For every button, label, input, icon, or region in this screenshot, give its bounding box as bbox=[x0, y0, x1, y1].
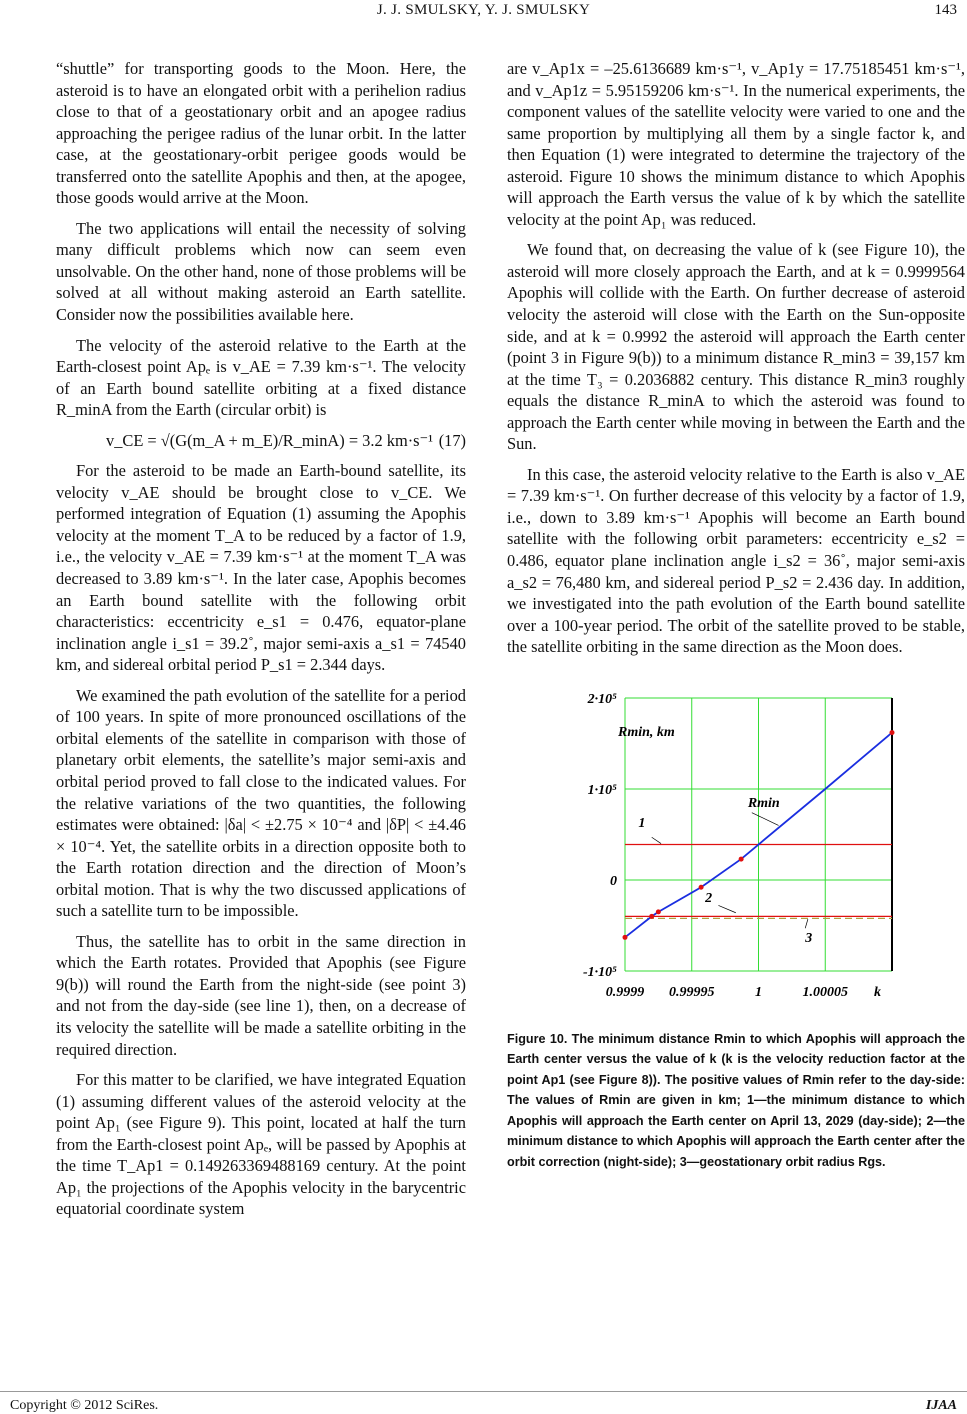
data-point bbox=[649, 914, 654, 919]
data-point bbox=[623, 935, 628, 940]
figure-caption: Figure 10. The minimum distance Rmin to which Apophis will approach the Earth center versus the value of k (k is the velocity reduction factor at the point Ap1 (see Figure 8)). The positive values of Rmin refer to the day-side: The values of Rmin are given in km; 1—the minimum distance to which Apophis will approach the Earth center on April 13, 2029 (day-side); 2—the minimum distance to which Apophis will approach the Earth center after the orbit correction (night-side); 3—geostationary orbit radius Rgs. bbox=[507, 1031, 965, 1169]
y-axis-label: Rmin, km bbox=[618, 724, 675, 740]
leader-line bbox=[805, 919, 808, 928]
curve-label: Rmin bbox=[747, 795, 780, 811]
line-label-2: 2 bbox=[705, 890, 713, 906]
data-point bbox=[739, 856, 744, 861]
data-point bbox=[699, 885, 704, 890]
paragraph: For this matter to be clarified, we have integrated Equation (1) assuming different values of the asteroid velocity at the point Ap₁ (see Figure 9). This point, located at half the turn from the Earth-closest point Apₑ, will be passed by Apophis at the time T_Ap1 = 0.149263369488169 century. At the point Ap₁ the projections of the Apophis velocity in the barycentric equatorial coordinate system bbox=[56, 1070, 466, 1219]
x-tick-label: 1.00005 bbox=[802, 984, 848, 1000]
leader-line bbox=[718, 905, 735, 912]
footer-rule bbox=[0, 1391, 967, 1392]
right-column bbox=[507, 58, 965, 1172]
line-label-3: 3 bbox=[805, 930, 813, 946]
paragraph: In this case, the asteroid velocity relative to the Earth is also v_AE = 7.39 km·s⁻¹. On further decrease of this velocity by a factor of 1.9, i.e., down to 3.89 km·s⁻¹ Apophis will become an Earth bound satellite with the following orbit parameters: eccentricity e_s2 = 0.486, equator plane inclination angle i_s2 = 36˚, major semi-axis a_s2 = 76,480 km, and sidereal period P_s2 = 2.436 day. In addition, we investigated into the path evolution of the Earth bound satellite over a 100-year period. The orbit of the satellite proved to be stable, the satellite orbiting in the same direction as the Moon does. bbox=[507, 464, 965, 657]
y-tick-label: -1·10⁵ bbox=[582, 964, 617, 980]
paragraph: Thus, the satellite has to orbit in the same direction in which the Earth rotates. Provided that Apophis (see Figure 9(b)) will round the Earth from the night-side (see point 3) and not from the day-side (see line 1), then, on a decrease of its velocity the satellite will be made a satellite orbiting in the required direction. bbox=[56, 931, 466, 1059]
running-header: J. J. SMULSKY, Y. J. SMULSKY bbox=[376, 2, 591, 18]
y-tick-label: 1·10⁵ bbox=[587, 782, 617, 798]
line-label-1: 1 bbox=[638, 815, 646, 831]
rmin-chart bbox=[507, 686, 965, 1021]
x-tick-label: 1 bbox=[755, 984, 762, 1000]
paragraph: We found that, on decreasing the value of k (see Figure 10), the asteroid will more closely approach the Earth, and at k = 0.9999564 Apophis will collide with the Earth. On further decrease of asteroid velocity the asteroid will close with the Earth on the Sun-opposite side, and at k = 0.9992 the asteroid will approach the Earth center (point 3 in Figure 9(b)) to a minimum distance R_min3 = 39,157 km at the time T₃ = 0.2036882 century. This distance R_min3 roughly equals the distance R_minA to which the asteroid was found to approach the Earth center while moving in between the Earth and the Sun. bbox=[507, 240, 965, 454]
leader-line bbox=[752, 812, 779, 825]
x-tick-label: 0.9999 bbox=[605, 984, 645, 1000]
data-point bbox=[656, 909, 661, 914]
paragraph: “shuttle” for transporting goods to the Moon. Here, the asteroid is to have an elongated orbit with a perihelion radius close to that of a geostationary orbit and an apogee radius approaching the perigee radius of the lunar orbit. In the latter case, at the geostationary-orbit perigee goods would be transferred onto the satellite Apophis and then, at the apogee, those goods would arrive at the Moon. bbox=[56, 59, 466, 208]
x-tick-label: 0.99995 bbox=[669, 984, 715, 1000]
left-column bbox=[56, 58, 466, 1229]
paragraph: We examined the path evolution of the satellite for a period of 100 years. In spite of more pronounced oscillations of the orbital elements of the satellite in comparison with those of planetary orbit elements, the satellite’s major semi-axis and orbital period proved to fall close to the indicated values. For the relative variations of the two quantities, the following estimates were obtained: |δa| < ±2.75 × 10⁻⁴ and |δP| < ±4.46 × 10⁻⁴. Yet, the satellite orbits in a direction opposite both to the Earth rotation direction and the direction of Moon’s orbital motion. That is why the two discussed applications of such a satellite turn to be impossible. bbox=[56, 685, 466, 921]
figure-10 bbox=[507, 686, 965, 1021]
paragraph: are v_Ap1x = –25.6136689 km·s⁻¹, v_Ap1y = 17.75185451 km·s⁻¹, and v_Ap1z = 5.95159206 km·s⁻¹. In the numerical experiments, the component values of the satellite velocity were varied to one and the same proportion by multiplying all them by a single factor k, and then Equation (1) were integrated to determine the trajectory of the asteroid. Figure 10 shows the minimum distance to which Apophis will approach the Earth versus the value of k by which the satellite velocity at the point Ap₁ was reduced. bbox=[507, 59, 965, 229]
journal-abbrev: IJAA bbox=[925, 1398, 957, 1413]
paragraph: For the asteroid to be made an Earth-bound satellite, its velocity v_AE should be brought close to v_CE. We performed integration of Equation (1) assuming the Apophis velocity at the moment T_A to be reduced by a factor of 1.9, i.e., the velocity v_AE = 7.39 km·s⁻¹ at the moment T_A was decreased to 3.89 km·s⁻¹. In the later case, Apophis becomes an Earth bound satellite with the following orbit characteristics: eccentricity e_s1 = 0.476, equator-plane inclination angle i_s1 = 39.2˚, major semi-axis a_s1 = 74540 km, and sidereal orbital period P_s1 = 2.344 days. bbox=[56, 461, 466, 675]
equation-17 bbox=[76, 430, 466, 452]
equation-number: (17) bbox=[438, 430, 466, 450]
y-tick-label: 0 bbox=[610, 873, 617, 889]
paragraph: The two applications will entail the necessity of solving many difficult problems which now can seem even unsolvable. On the other hand, none of those problems will be solved at all without making asteroid an Earth satellite. Consider now the possibilities available here. bbox=[56, 218, 466, 325]
copyright: Copyright © 2012 SciRes. bbox=[10, 1398, 159, 1413]
y-tick-label: 2·10⁵ bbox=[587, 691, 617, 707]
paragraph: The velocity of the asteroid relative to the Earth at the Earth-closest point Apₑ is v_AE = 7.39 km·s⁻¹. The velocity of an Earth bound satellite orbiting at a fixed distance R_minA from the Earth (circular orbit) is bbox=[56, 335, 466, 420]
page-number: 143 bbox=[934, 2, 957, 18]
leader-line bbox=[652, 837, 661, 843]
x-axis-label: k bbox=[874, 984, 881, 1000]
equation-body: v_CE = √(G(m_A + m_E)/R_minA) = 3.2 km·s⁻¹ bbox=[106, 430, 434, 450]
data-point bbox=[890, 730, 895, 735]
